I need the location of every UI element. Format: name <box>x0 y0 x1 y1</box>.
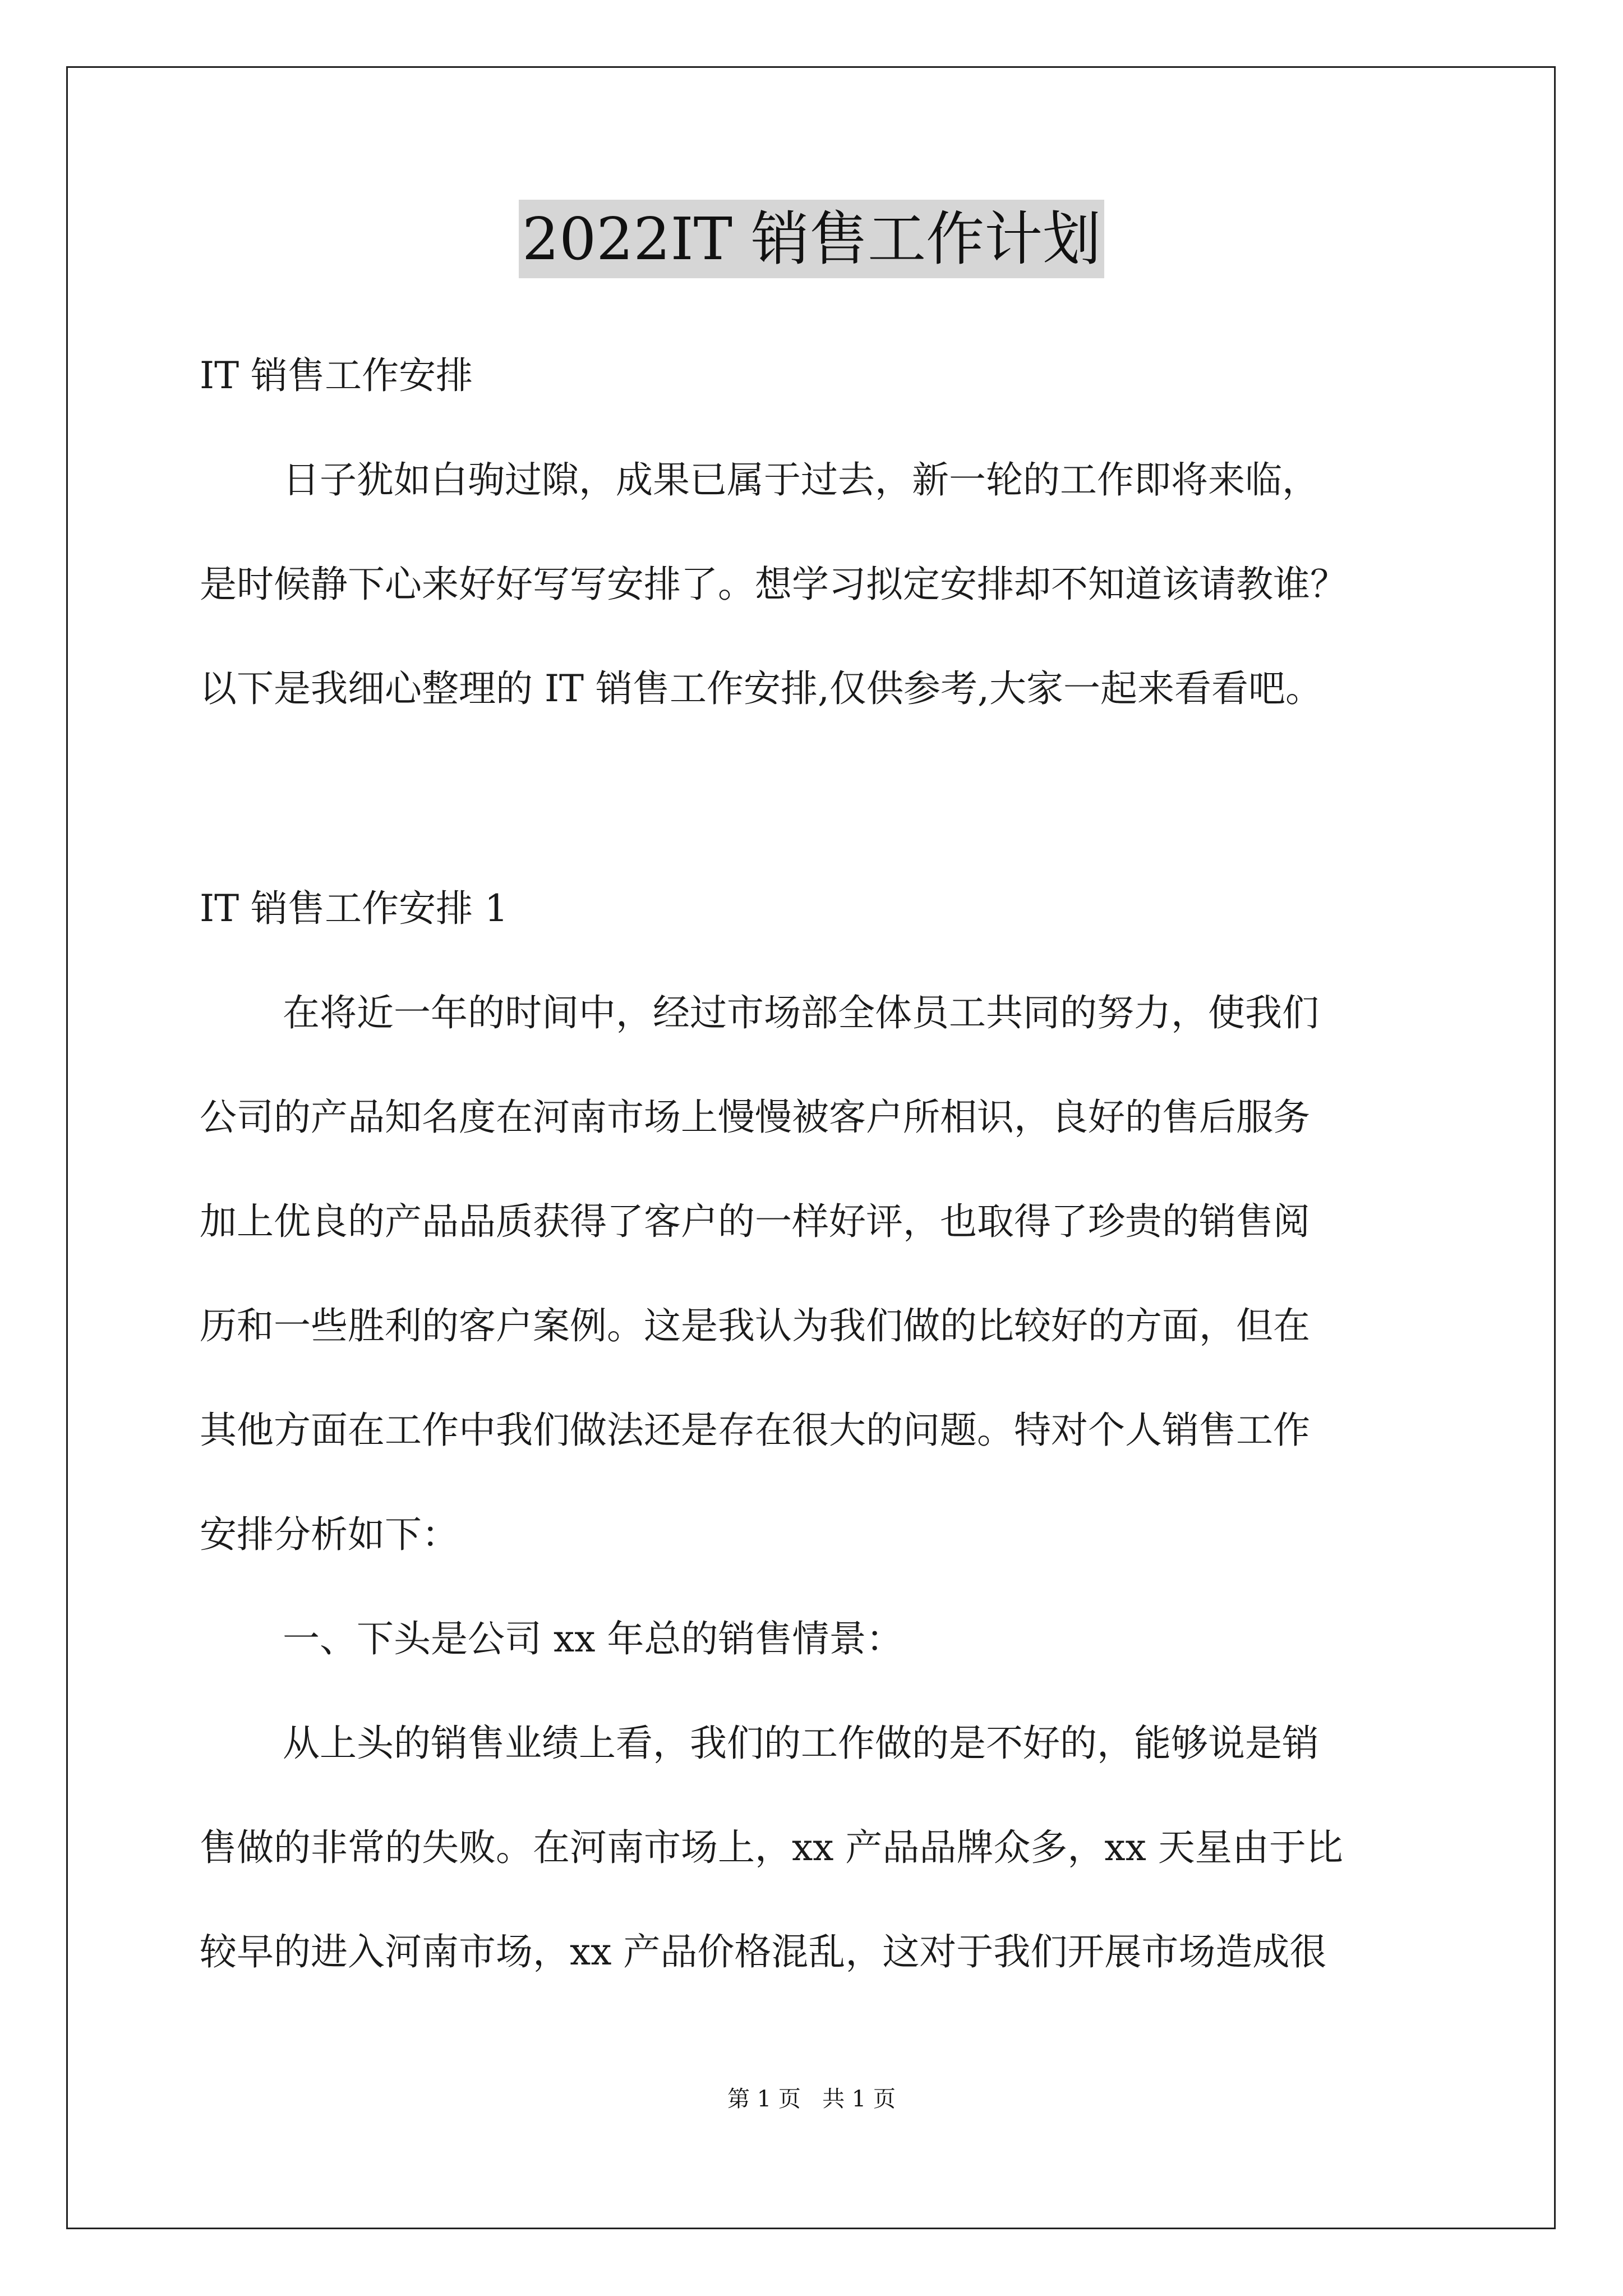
title-container <box>0 200 1623 278</box>
paragraph-line: 在将近一年的时间中，经过市场部全体员工共同的努力，使我们 <box>283 991 1319 1034</box>
paragraph-line: 加上优良的产品品质获得了客户的一样好评，也取得了珍贵的销售阅 <box>200 1200 1310 1243</box>
page-footer: 第 1 页 共 1 页 <box>727 2086 896 2112</box>
paragraph-line: 售做的非常的失败。在河南市场上，xx 产品品牌众多，xx 天星由于比 <box>200 1826 1343 1869</box>
subsection-heading: 一、下头是公司 xx 年总的销售情景： <box>283 1617 903 1660</box>
section-heading: IT 销售工作安排 1 <box>200 887 509 930</box>
document-title: 2022IT 销售工作计划 <box>519 200 1104 278</box>
paragraph-line: 其他方面在工作中我们做法还是存在很大的问题。特对个人销售工作 <box>200 1409 1310 1452</box>
paragraph-line: 较早的进入河南市场，xx 产品价格混乱，这对于我们开展市场造成很 <box>200 1930 1327 1973</box>
paragraph-line: 历和一些胜利的客户案例。这是我认为我们做的比较好的方面，但在 <box>200 1304 1310 1347</box>
paragraph-line: 日子犹如白驹过隙，成果已属于过去，新一轮的工作即将来临， <box>283 458 1319 501</box>
paragraph-line: 以下是我细心整理的 IT 销售工作安排,仅供参考,大家一起来看看吧。 <box>200 667 1323 710</box>
section-heading: IT 销售工作安排 <box>200 354 473 397</box>
paragraph-line: 安排分析如下： <box>200 1513 459 1556</box>
paragraph-line: 是时候静下心来好好写写安排了。想学习拟定安排却不知道该请教谁？ <box>200 563 1347 606</box>
paragraph-line: 公司的产品知名度在河南市场上慢慢被客户所相识，良好的售后服务 <box>200 1096 1310 1139</box>
paragraph-line: 从上头的销售业绩上看，我们的工作做的是不好的，能够说是销 <box>283 1722 1319 1765</box>
